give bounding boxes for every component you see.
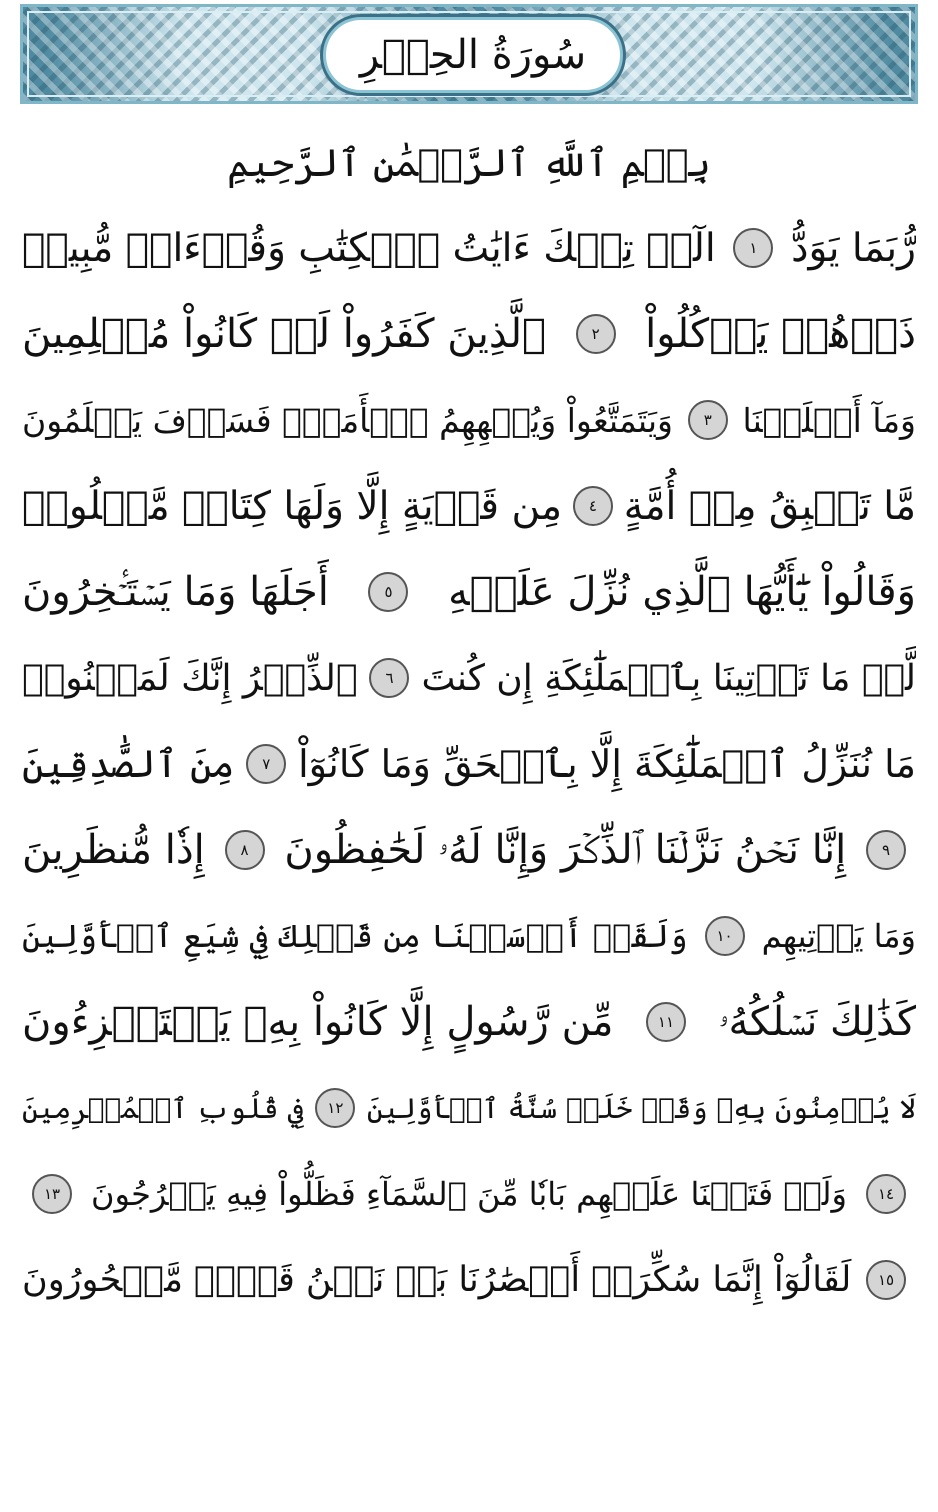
ayah-number-marker: ٩ xyxy=(866,830,906,870)
verse-line xyxy=(22,291,916,377)
verse-text: ذَرۡهُمۡ يَأۡكُلُواْ xyxy=(645,311,916,357)
surah-title: سُورَةُ الحِجۡرِ xyxy=(359,32,587,78)
verse-text: وَمَا يَأۡتِيهِم xyxy=(761,917,916,955)
verse-line xyxy=(22,893,916,979)
verse-text: رُّبَمَا يَوَدُّ xyxy=(791,225,916,271)
ayah-number-marker: ٣ xyxy=(688,400,728,440)
verse-line xyxy=(22,807,916,893)
verse-line xyxy=(22,549,916,635)
verse-text: وَلَوۡ فَتَحۡنَا عَلَيۡهِم بَابٗا مِّنَ ٱلسَّمَآءِ فَظَلُّواْ فِيهِ يَعۡرُجُونَ xyxy=(91,1175,847,1213)
verse-line xyxy=(22,1151,916,1237)
ayah-number-marker: ١١ xyxy=(646,1002,686,1042)
verse-text: الٓرۚ تِلۡكَ ءَايَٰتُ ٱلۡكِتَٰبِ وَقُرۡءَانٖ مُّبِينٖ xyxy=(22,225,716,271)
verse-text: مَا نُنَزِّلُ ٱلۡمَلَٰٓئِكَةَ إِلَّا بِٱلۡحَقِّ وَمَا كَانُوٓاْ xyxy=(298,742,916,786)
verse-lines xyxy=(22,205,916,1323)
verse-line xyxy=(22,721,916,807)
verse-line xyxy=(22,377,916,463)
verse-text: لَا يُؤۡمِنُونَ بِهِۦ وَقَدۡ خَلَتۡ سُنَّةُ ٱلۡأَوَّلِينَ xyxy=(366,1091,916,1125)
ayah-number-marker: ١٥ xyxy=(866,1260,906,1300)
verse-line xyxy=(22,205,916,291)
verse-text: لَّوۡ مَا تَأۡتِينَا بِٱلۡمَلَٰٓئِكَةِ إِن كُنتَ xyxy=(421,657,916,699)
verse-text: مِن قَرۡيَةٍ إِلَّا وَلَهَا كِتَابٞ مَّعۡلُومٞ xyxy=(22,483,563,529)
verse-line xyxy=(22,979,916,1065)
verse-line xyxy=(22,463,916,549)
ayah-number-marker: ١٤ xyxy=(866,1174,906,1214)
surah-header-banner xyxy=(20,4,918,104)
verse-text: لَقَالُوٓاْ إِنَّمَا سُكِّرَتۡ أَبۡصَٰرُنَا بَلۡ نَحۡنُ قَوۡمٞ مَّسۡحُورُونَ xyxy=(22,1260,852,1300)
verse-text: كَذَٰلِكَ نَسۡلُكُهُۥ xyxy=(718,999,916,1045)
ayah-number-marker: ٧ xyxy=(246,744,286,784)
verse-line xyxy=(22,1065,916,1151)
ayah-number-marker: ٢ xyxy=(576,314,616,354)
verse-text: ٱلذِّكۡرُ إِنَّكَ لَمَجۡنُونٞ xyxy=(22,657,358,699)
ayah-number-marker: ٨ xyxy=(225,830,265,870)
surah-title-cartouche xyxy=(323,17,623,93)
verse-text: فِي قُلُوبِ ٱلۡمُجۡرِمِينَ xyxy=(22,1091,304,1125)
verse-text: إِذٗا مُّنظَرِينَ xyxy=(22,827,205,873)
verse-text: ٱلَّذِينَ كَفَرُواْ لَوۡ كَانُواْ مُسۡلِمِينَ xyxy=(22,311,547,357)
verse-text: وَمَآ أَهۡلَكۡنَا xyxy=(742,400,916,440)
ayah-number-marker: ١٢ xyxy=(315,1088,355,1128)
verse-text: مَّا تَسۡبِقُ مِنۡ أُمَّةٍ xyxy=(623,483,916,529)
basmala: بِسۡمِ ٱللَّهِ ٱلرَّحۡمَٰنِ ٱلرَّحِيمِ xyxy=(227,141,711,185)
ayah-number-marker: ٦ xyxy=(369,658,409,698)
verse-text: وَقَالُواْ يَٰٓأَيُّهَا ٱلَّذِي نُزِّلَ عَلَيۡهِ xyxy=(448,569,916,615)
verse-text: مِّن رَّسُولٍ إِلَّا كَانُواْ بِهِۦ يَسۡتَهۡزِءُونَ xyxy=(22,999,614,1045)
ayah-number-marker: ١٣ xyxy=(32,1174,72,1214)
ayah-number-marker: ١٠ xyxy=(705,916,745,956)
ayah-number-marker: ١ xyxy=(733,228,773,268)
verse-text: وَيَتَمَتَّعُواْ وَيُلۡهِهِمُ ٱلۡأَمَلُۖ فَسَوۡفَ يَعۡلَمُونَ xyxy=(22,400,673,440)
verse-line xyxy=(22,635,916,721)
verse-text: مِنَ ٱلصَّٰدِقِينَ xyxy=(22,742,235,786)
verse-line xyxy=(22,1237,916,1323)
verse-text: أَجَلَهَا وَمَا يَسۡتَـٔۡخِرُونَ xyxy=(22,569,329,615)
ayah-number-marker: ٥ xyxy=(368,572,408,612)
verse-text: وَلَقَدۡ أَرۡسَلۡنَا مِن قَبۡلِكَ فِي شِيَعِ ٱلۡأَوَّلِينَ xyxy=(22,917,688,955)
verse-text: إِنَّا نَحۡنُ نَزَّلۡنَا ٱلذِّكۡرَ وَإِنَّا لَهُۥ لَحَٰفِظُونَ xyxy=(284,827,847,873)
ayah-number-marker: ٤ xyxy=(573,486,613,526)
